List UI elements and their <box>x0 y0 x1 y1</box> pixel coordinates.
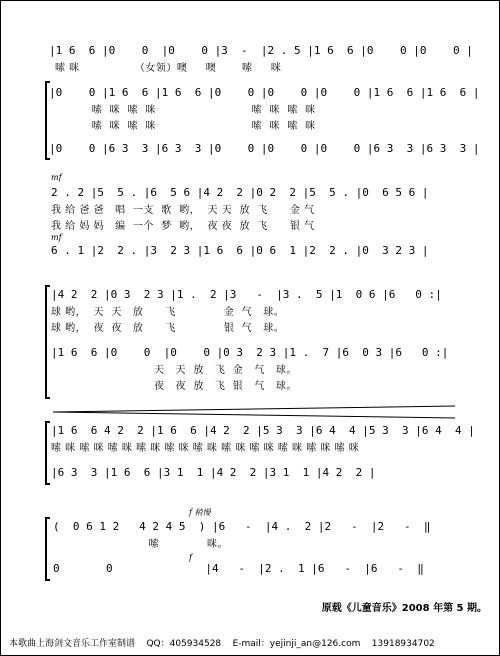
crescendo-hairpin <box>49 405 459 419</box>
footer-credits: 本歌曲上海剑文音乐工作室制谱 QQ：405934528 E-mail：yejinji_an@126.com 13918934702 <box>9 639 435 649</box>
system2-lyrics-1: 我 给 爸 爸 唱 一支 歌 哟， 天 天 放 飞 金 气 <box>51 205 315 216</box>
system3-voice2-lyrics-2: 夜 夜 放 飞 银 气 球。 <box>51 381 297 392</box>
source-citation: 原载《儿童音乐》2008 年第 5 期。 <box>321 603 487 614</box>
system3-voice2-lyrics-1: 天 天 放 飞 金 气 球。 <box>51 365 297 376</box>
dynamic-f: f <box>189 553 192 562</box>
system2-voice1-notes: 2 . 2 |5 5 . |6 5 6 |4 2 2 |0 2 2 |5 5 . |0 6 5 6 | <box>51 186 429 199</box>
dynamic-f-slower: f 稍慢 <box>189 508 211 517</box>
system2-lyrics-2: 我 给 妈 妈 编 一个 梦 哟， 夜 夜 放 飞 银 气 <box>51 221 315 232</box>
dynamic-mf-1: mf <box>51 173 62 182</box>
system3-voice1-notes: |4 2 2 |0 3 2 3 |1 . 2 |3 - |3 . 5 |1 0 6 |6 0 :| <box>51 288 442 301</box>
system1-voice2-lyrics-1: 嗦 咪 嗦 咪 嗦 咪 嗦 咪 <box>55 105 316 116</box>
system4-voice1-notes: |1 6 6 4 2 2 |1 6 6 |4 2 2 |5 3 3 |6 4 4 |5 3 3 |6 4 4 | <box>51 424 475 437</box>
system-bracket <box>45 285 50 399</box>
system1-voice1-notes: |1 6 6 |0 0 |0 0 |3 - |2 . 5 |1 6 6 |0 0 |0 0 | <box>49 44 473 57</box>
system1-voice1-lyrics: 嗦 咪 （女领）噢 噢 嗦 咪 <box>55 63 282 74</box>
system4-voice2-notes: |6 3 3 |1 6 6 |3 1 1 |4 2 2 |3 1 1 |4 2 2 | <box>51 466 376 479</box>
system5-voice1-notes: ( 0 6 1 2 4 2 4 5 ) |6 - |4 . 2 |2 - |2 - ‖ <box>53 520 431 533</box>
system-bracket <box>45 517 50 581</box>
system5-lyrics: 嗦 咪。 <box>53 539 228 550</box>
system1-voice2-notes: |0 0 |1 6 6 |1 6 6 |0 0 |0 0 |0 0 |1 6 6 |1 6 6 | <box>49 86 480 99</box>
system3-voice1-lyrics-1: 球 哟， 天 天 放 飞 金 气 球。 <box>51 307 285 318</box>
dynamic-mf-2: mf <box>51 233 62 242</box>
system5-voice2-notes: 0 0 |4 - |2 . 1 |6 - |6 - ‖ <box>53 562 424 575</box>
system3-voice2-notes: |1 6 6 |0 0 |0 0 |0 3 2 3 |1 . 7 |6 0 3 |6 0 :| <box>51 346 449 359</box>
system4-lyrics: 嗦 咪 嗦 咪 嗦 咪 嗦 咪 嗦 咪 嗦 咪 嗦 咪 嗦 咪 嗦 咪 嗦 咪 嗦 咪 <box>51 443 360 454</box>
system1-voice2-lyrics-2: 嗦 咪 嗦 咪 嗦 咪 嗦 咪 <box>55 121 316 132</box>
system-bracket <box>45 421 50 485</box>
system3-voice1-lyrics-2: 球 哟， 夜 夜 放 飞 银 气 球。 <box>51 323 285 334</box>
system2-voice2-notes: 6 . 1 |2 2 . |3 2 3 |1 6 6 |0 6 1 |2 2 . |0 3 2 3 | <box>51 244 429 257</box>
system1-voice3-notes: |0 0 |6 3 3 |6 3 3 |0 0 |0 0 |0 0 |6 3 3 |6 3 3 | <box>49 142 480 155</box>
